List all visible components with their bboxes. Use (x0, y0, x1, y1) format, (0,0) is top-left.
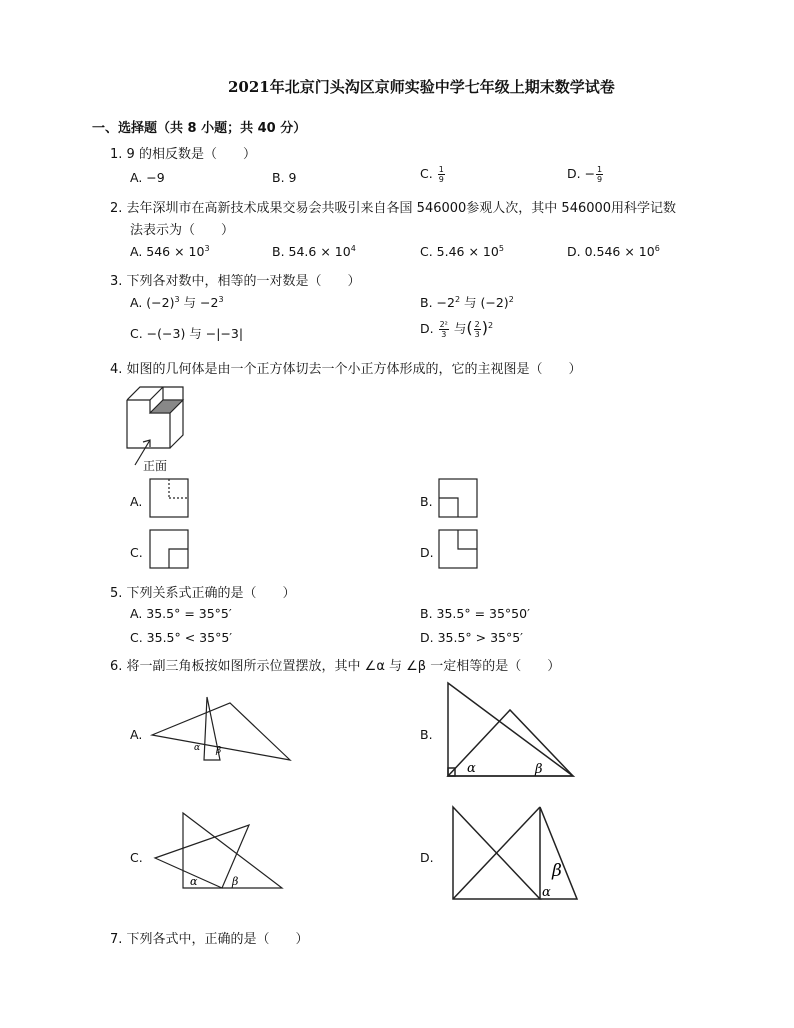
question-1-stem: 1. 9 的相反数是（ ） (110, 147, 256, 162)
denominator: 9 (438, 175, 444, 184)
option-d-view (438, 529, 478, 569)
option-text: A. (−2) (130, 295, 175, 310)
paren: ( (466, 318, 473, 337)
question-5-option-d[interactable]: D. 35.5° > 35°5′ (420, 630, 524, 645)
question-5-option-c[interactable]: C. 35.5° < 35°5′ (130, 630, 233, 645)
numerator: 2 (474, 320, 480, 329)
page-title: 2021年北京门头沟区京师实验中学七年级上期末数学试卷 (228, 78, 615, 96)
option-c-prefix: C. (420, 166, 433, 181)
question-2-stem-line1: 2. 去年深圳市在高新技术成果交易会共吸引来自各国 546000参观人次，其中 546000用科学记数 (110, 201, 677, 216)
question-4-option-a[interactable]: A. (130, 494, 143, 509)
beta-label: β (216, 746, 222, 756)
question-6-option-d[interactable]: D. (420, 850, 434, 865)
fraction (474, 320, 481, 339)
question-6-option-c[interactable]: C. (130, 850, 143, 865)
question-4-stem: 4. 如图的几何体是由一个正方体切去一个小正方体形成的，它的主视图是（ ） (110, 362, 582, 377)
question-3-option-c[interactable]: C. −(−3) 与 −|−3| (130, 326, 244, 341)
section-heading: 一、选择题（共 8 小题；共 40 分） (92, 121, 307, 136)
question-5-option-b[interactable]: B. 35.5° = 35°50′ (420, 606, 530, 621)
option-c-triangles (152, 810, 287, 890)
question-2-stem-line2: 法表示为（ ） (130, 223, 235, 238)
exponent: 6 (654, 243, 660, 253)
question-4-option-d[interactable]: D. (420, 545, 434, 560)
beta-label: β (535, 762, 543, 777)
exponent: 2 (487, 320, 494, 330)
denominator: 9 (597, 175, 603, 184)
fraction (596, 165, 603, 184)
option-c-view (149, 529, 189, 569)
option-text: A. 546 × 10 (130, 244, 205, 259)
option-text: B. −2 (420, 295, 455, 310)
fraction (439, 320, 449, 339)
question-6-stem: 6. 将一副三角板按如图所示位置摆放，其中 ∠α 与 ∠β 一定相等的是（ ） (110, 659, 561, 674)
question-3-option-d[interactable] (420, 318, 493, 339)
option-a-triangles (150, 695, 295, 765)
question-1-option-a[interactable]: A. −9 (130, 170, 165, 185)
option-b-triangles (445, 680, 580, 780)
option-text: D. (420, 321, 434, 336)
exponent: 4 (350, 243, 356, 253)
option-text: D. 0.546 × 10 (567, 244, 655, 259)
question-6-option-a[interactable]: A. (130, 727, 143, 742)
beta-label: β (232, 875, 239, 888)
arrow-label: 正面 (143, 459, 168, 473)
numerator: 2² (439, 320, 448, 329)
question-2-option-b[interactable] (272, 244, 356, 259)
question-6-option-b[interactable]: B. (420, 727, 433, 742)
exponent: 3 (218, 294, 224, 304)
option-text: 与 (453, 321, 467, 336)
option-b-view (438, 478, 478, 518)
option-text: 与 −2 (179, 295, 219, 310)
beta-label: β (552, 861, 562, 881)
question-3-option-b[interactable] (420, 293, 514, 311)
question-5-option-a[interactable]: A. 35.5° = 35°5′ (130, 606, 232, 621)
question-3-option-a[interactable] (130, 293, 224, 311)
paren: ) (481, 318, 488, 337)
exponent: 3 (204, 243, 210, 253)
question-1-option-d[interactable] (567, 165, 604, 184)
exponent: 5 (498, 243, 504, 253)
exponent: 3 (174, 294, 180, 304)
alpha-label: α (190, 875, 198, 888)
option-text: 与 (−2) (460, 295, 509, 310)
question-1-option-c[interactable] (420, 165, 446, 184)
alpha-label: α (467, 761, 476, 776)
question-2-option-a[interactable] (130, 244, 210, 259)
question-1-option-b[interactable]: B. 9 (272, 170, 297, 185)
alpha-label: α (542, 885, 551, 900)
numerator: 1 (438, 165, 444, 174)
question-5-stem: 5. 下列关系式正确的是（ ） (110, 586, 296, 601)
alpha-label: α (194, 743, 201, 753)
option-text: B. 54.6 × 10 (272, 244, 351, 259)
question-4-option-c[interactable]: C. (130, 545, 143, 560)
question-2-option-c[interactable] (420, 244, 504, 259)
question-2-option-d[interactable] (567, 244, 660, 259)
question-7-stem: 7. 下列各式中，正确的是（ ） (110, 932, 309, 947)
option-text: C. 5.46 × 10 (420, 244, 499, 259)
option-a-view (149, 478, 189, 518)
numerator: 1 (597, 165, 603, 174)
denominator: 3 (441, 330, 447, 339)
question-3-stem: 3. 下列各对数中，相等的一对数是（ ） (110, 274, 361, 289)
option-d-triangles (450, 804, 580, 902)
denominator: 3 (474, 330, 480, 339)
option-d-prefix: D. − (567, 166, 596, 181)
question-4-option-b[interactable]: B. (420, 494, 433, 509)
exponent: 2 (508, 294, 514, 304)
exponent: 2 (454, 294, 461, 304)
fraction (438, 165, 445, 184)
